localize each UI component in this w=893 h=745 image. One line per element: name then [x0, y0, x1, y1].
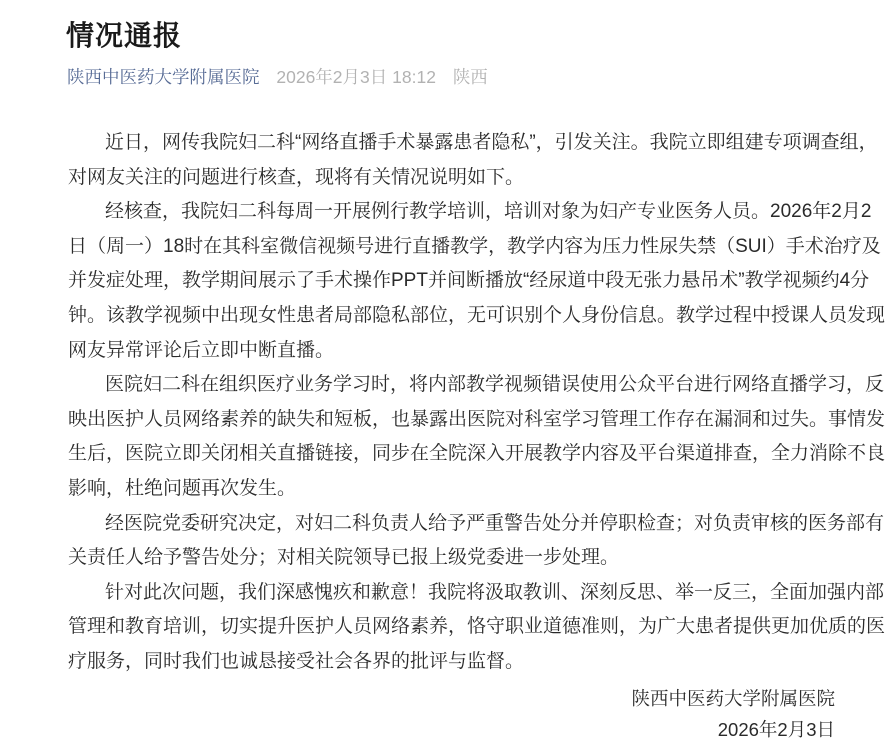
signature-organization: 陕西中医药大学附属医院	[631, 688, 835, 709]
paragraph-line: 关责任人给予警告处分；对相关院领导已报上级党委进一步处理。	[68, 547, 620, 569]
paragraph-line: 映出医护人员网络素养的缺失和短板，也暴露出医院对科室学习管理工作存在漏洞和过失。事情发	[68, 408, 886, 430]
paragraph	[68, 507, 885, 576]
paragraph-line: 近日，网传我院妇二科“网络直播手术暴露患者隐私”，引发关注。我院立即组建专项调查组，	[105, 132, 878, 153]
paragraph-line: 疗服务，同时我们也诚恳接受社会各界的批评与监督。	[68, 650, 525, 672]
paragraph-line: 医院妇二科在组织医疗业务学习时，将内部教学视频错误使用公众平台进行网络直播学习，反	[105, 374, 885, 396]
paragraph-line: 针对此次问题，我们深感愧疚和歉意！我院将汲取教训、深刻反思、举一反三，全面加强内部	[105, 581, 885, 603]
signature-date: 2026年2月3日	[717, 719, 835, 740]
paragraph-line: 对网友关注的问题进行核查，现将有关情况说明如下。	[68, 166, 525, 188]
signature-block	[631, 683, 835, 745]
paragraph-line: 经核查，我院妇二科每周一开展例行教学培训，培训对象为妇产专业医务人员。2026年2月2	[105, 201, 872, 223]
account-name-link[interactable]: 陕西中医药大学附属医院	[67, 67, 260, 87]
article-body	[68, 126, 886, 680]
paragraph-line: 网友异常评论后立即中断直播。	[68, 339, 335, 361]
paragraph	[68, 368, 886, 506]
publish-location: 陕西	[452, 67, 488, 87]
article-meta	[67, 64, 488, 89]
paragraph-line: 钟。该教学视频中出现女性患者局部隐私部位，无可识别个人身份信息。教学过程中授课人员发现	[68, 304, 886, 326]
paragraph	[68, 126, 878, 195]
paragraph-line: 并发症处理，教学期间展示了手术操作PPT并间断播放“经尿道中段无张力悬吊术”教学视频约4分	[68, 270, 870, 292]
paragraph	[68, 195, 886, 368]
paragraph-line: 影响，杜绝问题再次发生。	[68, 477, 297, 499]
paragraph-line: 经医院党委研究决定，对妇二科负责人给予严重警告处分并停职检查；对负责审核的医务部有	[105, 512, 885, 534]
article-title: 情况通报	[66, 20, 183, 51]
publish-time: 2026年2月3日 18:12	[276, 67, 436, 87]
paragraph	[68, 576, 886, 680]
paragraph-line: 生后，医院立即关闭相关直播链接，同步在全院深入开展教学内容及平台渠道排查，全力消除不良	[68, 443, 886, 465]
paragraph-line: 管理和教育培训，切实提升医护人员网络素养，恪守职业道德准则，为广大患者提供更加优质的医	[68, 616, 886, 638]
paragraph-line: 日（周一）18时在其科室微信视频号进行直播教学，教学内容为压力性尿失禁（SUI）手术治疗及	[68, 235, 881, 257]
